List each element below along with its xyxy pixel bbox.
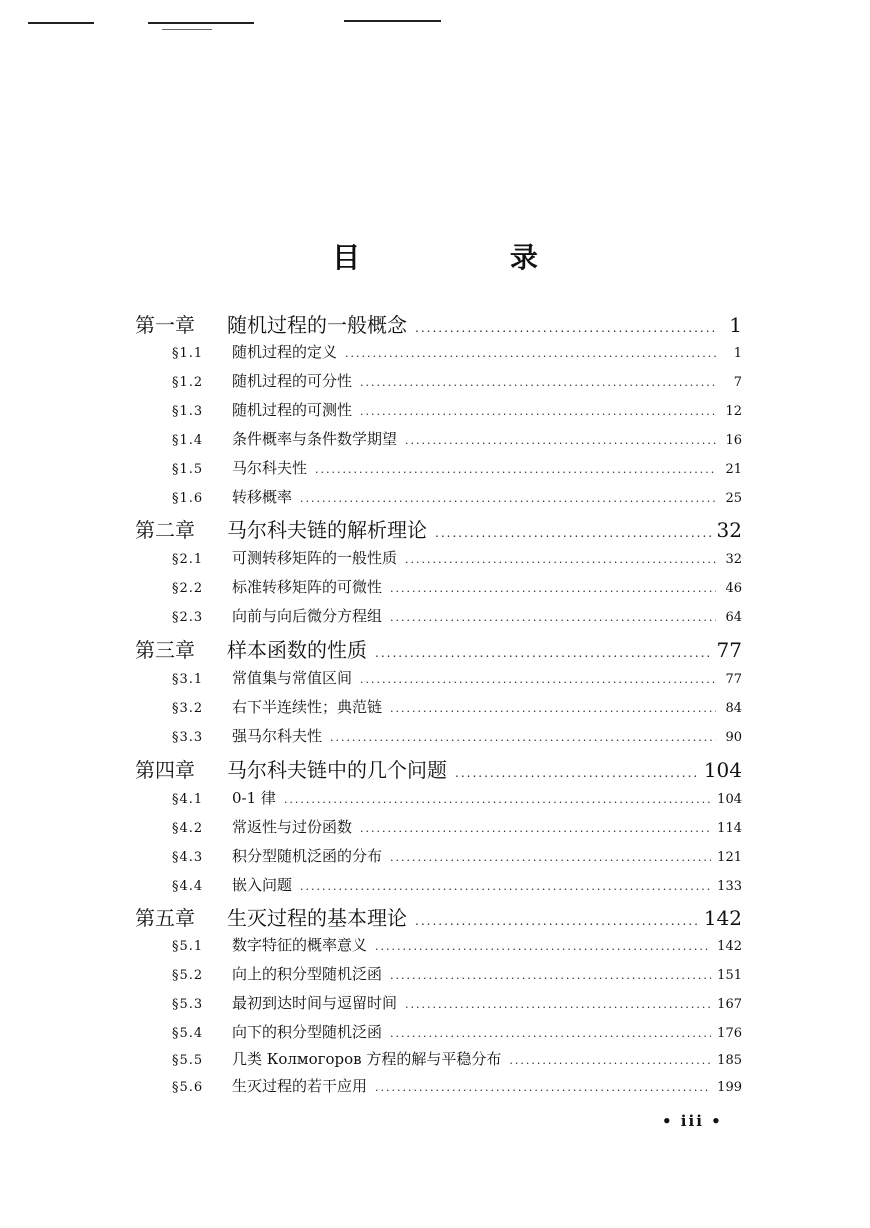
- toc-section-3-1[interactable]: [172, 667, 742, 688]
- section-number: §1.6: [172, 491, 204, 506]
- section-number: §5.6: [172, 1080, 204, 1095]
- toc-section-1-5[interactable]: [172, 457, 742, 478]
- toc-section-3-2[interactable]: [172, 696, 742, 717]
- page-number: 176: [717, 1026, 742, 1041]
- page-number: 77: [725, 672, 742, 687]
- dot-leader: [390, 582, 716, 595]
- toc-section-3-3[interactable]: [172, 725, 742, 746]
- toc-section-1-6[interactable]: [172, 486, 742, 507]
- section-title: 马尔科夫性: [232, 459, 308, 477]
- section-title: 积分型随机泛函的分布: [232, 847, 383, 865]
- dot-leader: [315, 463, 716, 476]
- section-number: §3.1: [172, 672, 204, 687]
- section-title: 常值集与常值区间: [232, 669, 353, 687]
- section-number: §1.5: [172, 462, 204, 477]
- section-number: §3.2: [172, 701, 204, 716]
- chapter-number: 第一章: [135, 313, 195, 337]
- section-number: §5.4: [172, 1026, 204, 1041]
- page-number: 90: [725, 730, 742, 745]
- page-number: 151: [717, 968, 742, 983]
- section-title: 转移概率: [232, 488, 293, 506]
- section-number: §4.3: [172, 850, 204, 865]
- section-title: 强马尔科夫性: [232, 727, 323, 745]
- section-title: 常返性与过份函数: [232, 818, 353, 836]
- section-title: 右下半连续性；典范链: [232, 698, 383, 716]
- section-number: §4.1: [172, 792, 204, 807]
- page-number: 46: [725, 581, 742, 596]
- toc-section-2-2[interactable]: [172, 576, 742, 597]
- chapter-number: 第二章: [135, 518, 195, 542]
- section-title: 向前与向后微分方程组: [232, 607, 383, 625]
- toc-section-5-3[interactable]: [172, 992, 742, 1013]
- section-number: §1.1: [172, 346, 204, 361]
- page-number: 77: [716, 638, 742, 662]
- dot-leader: [415, 914, 698, 928]
- dot-leader: [405, 998, 711, 1011]
- section-title: 嵌入问题: [232, 876, 293, 894]
- toc-section-5-2[interactable]: [172, 963, 742, 984]
- page-number: 121: [717, 850, 742, 865]
- dot-leader: [390, 702, 716, 715]
- page-number: 12: [725, 404, 742, 419]
- dot-leader: [375, 646, 711, 660]
- chapter-title: 生灭过程的基本理论: [227, 906, 407, 930]
- section-title: 向上的积分型随机泛函: [232, 965, 383, 983]
- section-title: 可测转移矩阵的一般性质: [232, 549, 398, 567]
- toc-section-5-6[interactable]: [172, 1075, 742, 1096]
- section-number: §1.2: [172, 375, 204, 390]
- page-number: 32: [716, 518, 742, 542]
- section-number: §4.4: [172, 879, 204, 894]
- page-footer-number: • iii •: [662, 1112, 723, 1130]
- toc-section-4-2[interactable]: [172, 816, 742, 837]
- page-title: 目 录: [332, 241, 608, 274]
- toc-chapter-5[interactable]: [135, 902, 742, 931]
- page-number: 104: [703, 758, 742, 782]
- toc-section-4-3[interactable]: [172, 845, 742, 866]
- page-number: 32: [725, 552, 742, 567]
- section-number: §5.2: [172, 968, 204, 983]
- dot-leader: [390, 969, 711, 982]
- dot-leader: [455, 766, 698, 780]
- dot-leader: [360, 822, 711, 835]
- section-title: 生灭过程的若干应用: [232, 1077, 368, 1095]
- page-number: 64: [725, 610, 742, 625]
- section-title: 0-1 律: [232, 789, 276, 807]
- dot-leader: [375, 940, 711, 953]
- page-number: 142: [717, 939, 742, 954]
- chapter-number: 第四章: [135, 758, 195, 782]
- section-title: 几类 Колмогоров 方程的解与平稳分布: [232, 1050, 502, 1068]
- section-title: 数字特征的概率意义: [232, 936, 368, 954]
- page-number: 84: [725, 701, 742, 716]
- toc-chapter-3[interactable]: [135, 634, 742, 663]
- toc-chapter-2[interactable]: [135, 514, 742, 543]
- dot-leader: [360, 376, 716, 389]
- toc-section-5-1[interactable]: [172, 934, 742, 955]
- toc-section-1-2[interactable]: [172, 370, 742, 391]
- toc-section-5-4[interactable]: [172, 1021, 742, 1042]
- dot-leader: [509, 1054, 711, 1067]
- section-title: 随机过程的可测性: [232, 401, 353, 419]
- section-number: §2.1: [172, 552, 204, 567]
- section-number: §4.2: [172, 821, 204, 836]
- section-number: §2.3: [172, 610, 204, 625]
- dot-leader: [390, 851, 711, 864]
- dot-leader: [360, 405, 716, 418]
- toc-section-1-3[interactable]: [172, 399, 742, 420]
- page-number: 16: [725, 433, 742, 448]
- section-title: 随机过程的可分性: [232, 372, 353, 390]
- page-number: 104: [717, 792, 742, 807]
- section-title: 标准转移矩阵的可微性: [232, 578, 383, 596]
- toc-section-5-5[interactable]: [172, 1048, 742, 1069]
- dot-leader: [435, 526, 711, 540]
- dot-leader: [284, 793, 711, 806]
- dot-leader: [390, 611, 716, 624]
- page-number: 199: [717, 1080, 742, 1095]
- dot-leader: [375, 1081, 711, 1094]
- page-number: 167: [717, 997, 742, 1012]
- dot-leader: [415, 321, 716, 335]
- toc-section-4-1[interactable]: [172, 787, 742, 808]
- chapter-number: 第三章: [135, 638, 195, 662]
- dot-leader: [300, 880, 711, 893]
- page-number: 133: [717, 879, 742, 894]
- page-number: 7: [733, 375, 742, 390]
- section-number: §3.3: [172, 730, 204, 745]
- dot-leader: [405, 553, 716, 566]
- toc-section-4-4[interactable]: [172, 874, 742, 895]
- section-number: §1.4: [172, 433, 204, 448]
- toc-section-2-1[interactable]: [172, 547, 742, 568]
- toc-section-2-3[interactable]: [172, 605, 742, 626]
- section-number: §2.2: [172, 581, 204, 596]
- dot-leader: [300, 492, 716, 505]
- page-number: 25: [725, 491, 742, 506]
- toc-chapter-1[interactable]: [135, 309, 742, 338]
- dot-leader: [405, 434, 716, 447]
- section-title: 向下的积分型随机泛函: [232, 1023, 383, 1041]
- section-title: 随机过程的定义: [232, 343, 338, 361]
- page-number: 1: [733, 346, 742, 361]
- chapter-title: 马尔科夫链中的几个问题: [227, 758, 447, 782]
- dot-leader: [360, 673, 716, 686]
- toc-section-1-1[interactable]: [172, 341, 742, 362]
- chapter-title: 随机过程的一般概念: [227, 313, 407, 337]
- dot-leader: [390, 1027, 711, 1040]
- section-number: §1.3: [172, 404, 204, 419]
- toc-section-1-4[interactable]: [172, 428, 742, 449]
- section-number: §5.1: [172, 939, 204, 954]
- section-title: 条件概率与条件数学期望: [232, 430, 398, 448]
- page-number: 142: [703, 906, 742, 930]
- toc-chapter-4[interactable]: [135, 754, 742, 783]
- page-number: 1: [729, 313, 742, 337]
- chapter-title: 马尔科夫链的解析理论: [227, 518, 427, 542]
- page-number: 21: [725, 462, 742, 477]
- chapter-number: 第五章: [135, 906, 195, 930]
- chapter-title: 样本函数的性质: [227, 638, 367, 662]
- section-number: §5.5: [172, 1053, 204, 1068]
- page-number: 114: [717, 821, 742, 836]
- section-number: §5.3: [172, 997, 204, 1012]
- section-title: 最初到达时间与逗留时间: [232, 994, 398, 1012]
- dot-leader: [330, 731, 716, 744]
- page-number: 185: [717, 1053, 742, 1068]
- dot-leader: [345, 347, 716, 360]
